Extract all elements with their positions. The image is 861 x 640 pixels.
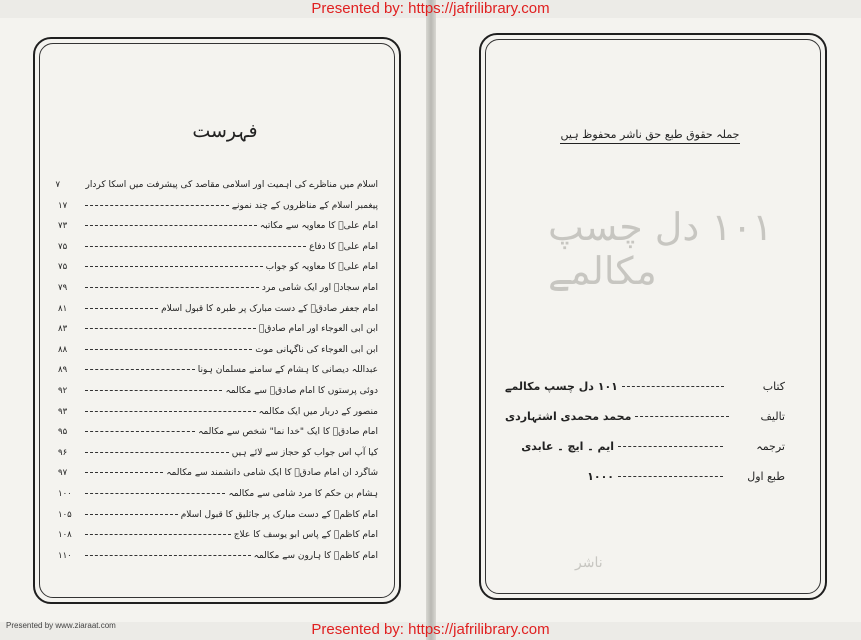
toc-row [58,510,378,531]
bleed-through-title: ١٠١ دل چسپ مکالمے [548,205,773,293]
toc-row [58,468,378,489]
toc-title: ابن ابی العوجاء اور امام صادقؑ [258,324,378,335]
toc-leader [85,205,229,206]
toc-title: منصور کے دربار میں ایک مکالمہ [258,406,378,417]
toc-row [58,242,378,263]
toc-title: پیغمبر اسلام کے مناظروں کے چند نمونے [231,200,378,211]
toc-title: کیا آپ اس جواب کو حجاز سے لائے ہیں [231,447,378,458]
toc-page-number: ۹۶ [58,447,68,458]
toc-leader [85,369,195,370]
toc-page-number: ۷۳ [58,221,68,232]
toc-leader [85,328,256,329]
toc-title: عبداللہ دیصانی کا ہشام کے سامنے مسلمان ہونا [197,365,378,376]
toc-page-number: ۹۳ [58,406,68,417]
toc-row [58,365,378,386]
toc-page-number: ۷ [55,180,61,190]
book-info-row [505,440,785,470]
toc-page-number: ۸۳ [58,324,68,335]
toc-title: امام صادقؑ کا ایک "خدا نما" شخص سے مکالمہ [198,427,378,438]
book-info-label: تالیف [760,410,785,423]
toc-leader [85,534,231,535]
toc-page-number: ۸۹ [58,365,68,376]
toc-page-number: ۱۰۸ [58,530,72,541]
toc-row [58,283,378,304]
toc-row [58,221,378,242]
toc-page-number: ۱۰۰ [58,488,72,499]
toc-row [58,345,378,366]
book-info-label: طبع اول [747,470,785,483]
toc-row [55,180,378,201]
toc-title: امام کاظمؑ کے دست مبارک پر جاثلیق کا قبول اسلام [180,509,378,520]
toc-title: دوئی پرستوں کا امام صادقؑ سے مکالمہ [225,385,378,396]
toc-page-number: ۱۰۵ [58,509,72,520]
toc-title: امام علیؑ کا معاویہ کو جواب [265,262,378,273]
toc-row [58,304,378,325]
toc-leader [85,452,229,453]
toc-title: شاگرد ان امام صادقؑ کا ایک شامی دانشمند سے مکالمہ [166,468,378,479]
book-info-value: ١٠١ دل چسپ مکالمے [505,380,618,393]
toc-leader [85,514,178,515]
book-gutter [426,0,436,640]
toc-heading: فہرست [192,120,258,142]
toc-leader [85,225,257,226]
book-info-leader [622,386,725,387]
toc-leader [85,390,222,391]
toc-title: ہشام بن حکم کا مرد شامی سے مکالمہ [228,488,378,499]
toc-leader [85,246,306,247]
toc-title: امام علیؑ کا دفاع [309,241,378,252]
top-banner: Presented by: https://jafrilibrary.com [311,0,550,17]
toc-page-number: ۷۵ [58,241,68,252]
toc-row [58,530,378,551]
toc-title: اسلام میں مناظرے کی اہمیت اور اسلامی مقاصد کی پیشرفت میں اسکا کردار [85,180,378,190]
toc-leader [85,266,263,267]
toc-leader [85,411,256,412]
book-info-value: محمد محمدی اشتہاردی [505,410,632,423]
toc-page-number: ۷۵ [58,262,68,273]
toc-row [58,262,378,283]
toc-row [58,324,378,345]
toc-row [58,427,378,448]
toc-leader [85,472,163,473]
toc-title: امام جعفر صادقؑ کے دست مبارک پر طبرہ کا قبول اسلام [161,303,378,314]
toc-row [58,386,378,407]
book-info-row [505,380,785,410]
book-info-row [505,470,785,500]
bottom-banner: Presented by: https://jafrilibrary.com [311,621,550,638]
toc-leader [85,555,251,556]
toc-row [58,201,378,222]
toc-row [58,448,378,469]
toc-title: ابن ابی العوجاء کی ناگہانی موت [255,344,378,355]
rights-notice: جملہ حقوق طبع حق ناشر محفوظ ہیں [560,128,740,144]
toc-leader [85,493,225,494]
toc-row [58,407,378,428]
toc-page-number: ۹۷ [58,468,68,479]
book-info-row [505,410,785,440]
bleed-through-footer: ناشر [575,555,603,571]
toc-title: امام علیؑ کا معاویہ سے مکاتبہ [259,221,378,232]
toc-title: امام کاظمؑ کا ہارون سے مکالمہ [253,550,378,561]
toc-page-number: ۹۲ [58,385,68,396]
toc-page-number: ۸۱ [58,303,68,314]
book-info-label: ترجمہ [756,440,785,453]
book-info-leader [618,476,723,477]
toc-title: امام کاظمؑ کے پاس ابو یوسف کا علاج [233,530,378,541]
toc-row [58,489,378,510]
toc-leader [85,349,252,350]
book-info [505,380,785,500]
book-info-value: ١٠٠٠ [587,470,614,483]
toc-page-number: ۸۸ [58,344,68,355]
toc-page-number: ۷۹ [58,282,68,293]
toc-title: امام سجادؑ اور ایک شامی مرد [261,282,378,293]
toc-page-number: ۹۵ [58,427,68,438]
table-of-contents [55,180,378,571]
toc-leader [85,431,195,432]
book-info-leader [635,416,729,417]
book-info-value: ایم ۔ ایچ ۔ عابدی [521,440,614,453]
toc-leader [85,287,259,288]
right-page-border [479,33,827,600]
book-info-label: کتاب [762,380,785,393]
footer-watermark: Presented by www.ziaraat.com [6,621,116,630]
right-page-inner-border [485,39,821,594]
toc-leader [85,308,158,309]
toc-row [58,551,378,572]
book-info-leader [618,446,723,447]
toc-page-number: ۱۱۰ [58,550,72,561]
toc-page-number: ۱۷ [58,200,68,211]
